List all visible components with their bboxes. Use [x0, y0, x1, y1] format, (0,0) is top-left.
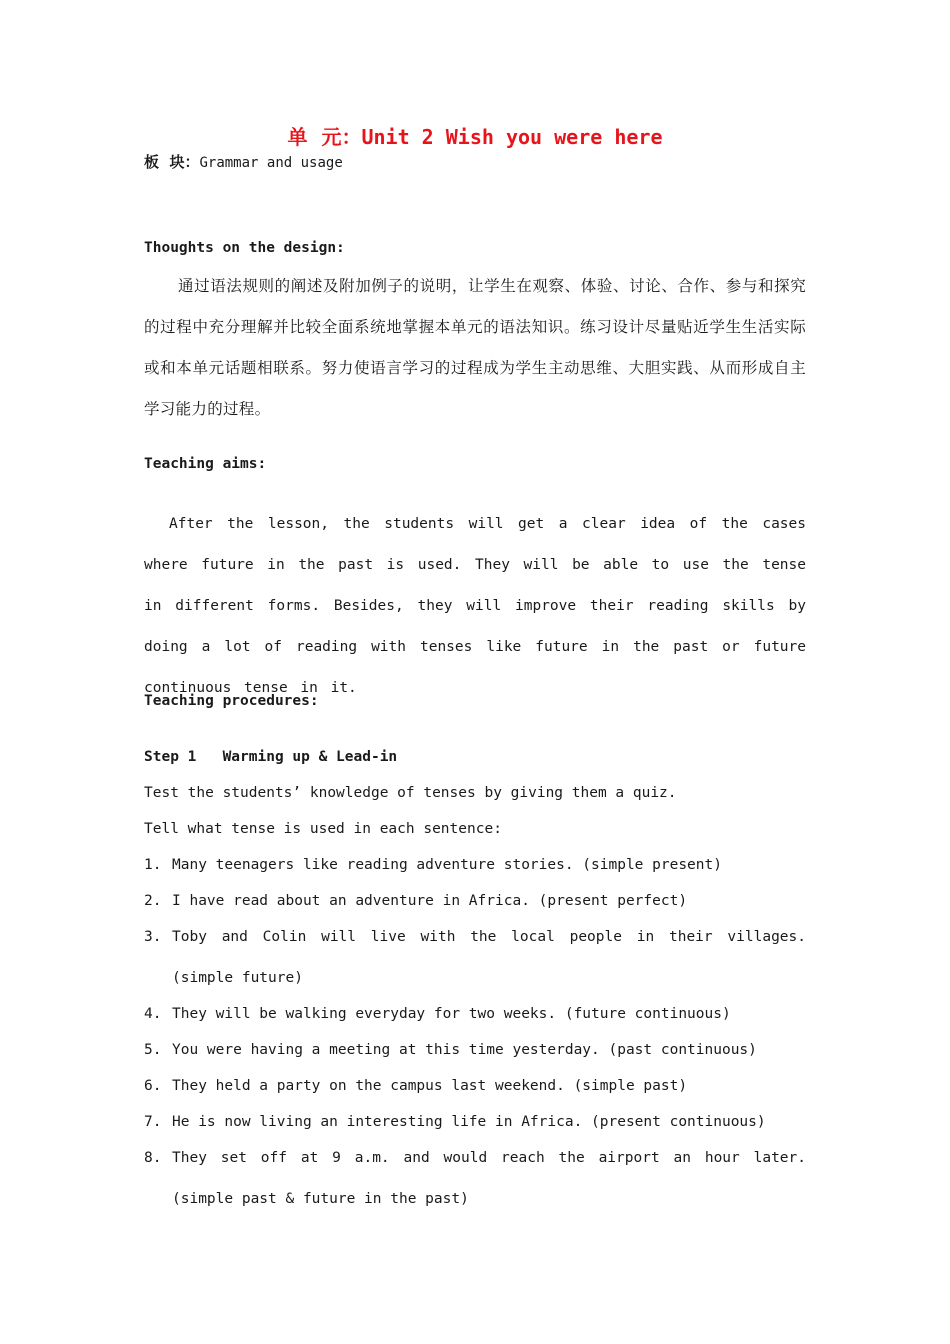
quiz-item-number: 8.	[144, 1150, 162, 1166]
quiz-item	[144, 1075, 806, 1097]
unit-separator: ：	[341, 125, 362, 149]
quiz-item-number: 7.	[144, 1114, 162, 1130]
unit-title	[0, 122, 950, 152]
quiz-item-text: You were having a meeting at this time yesterday. (past continuous)	[172, 1042, 757, 1058]
design-heading: Thoughts on the design:	[144, 240, 345, 256]
module-label: 板 块	[144, 153, 185, 171]
quiz-item	[144, 1039, 806, 1061]
quiz-item	[144, 1111, 806, 1133]
module-line	[144, 151, 343, 174]
quiz-item-text: They set off at 9 a.m. and would reach the airport an hour later. (simple past & future in the past)	[172, 1150, 806, 1207]
quiz-item	[144, 854, 806, 876]
quiz-item-number: 4.	[144, 1006, 162, 1022]
quiz-item-number: 6.	[144, 1078, 162, 1094]
quiz-item	[144, 890, 806, 912]
module-separator: ：	[184, 153, 200, 171]
unit-label: 单 元	[287, 125, 342, 149]
quiz-item-text: They held a party on the campus last weekend. (simple past)	[172, 1078, 688, 1094]
quiz-item-number: 2.	[144, 893, 162, 909]
quiz-item-text: He is now living an interesting life in Africa. (present continuous)	[172, 1114, 766, 1130]
quiz-item	[144, 1003, 806, 1025]
quiz-item-text: I have read about an adventure in Africa. (present perfect)	[172, 893, 688, 909]
design-paragraph: 通过语法规则的阐述及附加例子的说明，让学生在观察、体验、讨论、合作、参与和探究的过程中充分理解并比较全面系统地掌握本单元的语法知识。练习设计尽量贴近学生生活实际或和本单元话题相联系。努力使语言学习的过程成为学生主动思维、大胆实践、从而形成自主学习能力的过程。	[144, 277, 806, 418]
aims-heading: Teaching aims:	[144, 456, 267, 472]
step1-title: Step 1 Warming up & Lead-in	[144, 749, 398, 765]
step1-instruction: Tell what tense is used in each sentence:	[144, 821, 502, 837]
quiz-item	[144, 1147, 806, 1220]
step1-intro: Test the students’ knowledge of tenses by giving them a quiz.	[144, 785, 677, 801]
module-value: Grammar and usage	[199, 155, 343, 171]
quiz-item-text: Toby and Colin will live with the local people in their villages. (simple future)	[172, 929, 806, 986]
procedures-heading: Teaching procedures:	[144, 693, 319, 709]
aims-paragraph: After the lesson, the students will get a clear idea of the cases where future in the past is used. They will be able to use the tense in different forms. Besides, they will improve their reading skills by doing a lot of reading with tenses like future in the past or future continuous tense in it.	[144, 516, 806, 696]
quiz-item-number: 5.	[144, 1042, 162, 1058]
quiz-item-text: Many teenagers like reading adventure stories. (simple present)	[172, 857, 722, 873]
quiz-item-number: 1.	[144, 857, 162, 873]
quiz-item	[144, 926, 806, 999]
quiz-item-text: They will be walking everyday for two weeks. (future continuous)	[172, 1006, 731, 1022]
unit-title-text: Unit 2 Wish you were here	[361, 125, 663, 149]
quiz-item-number: 3.	[144, 929, 162, 945]
